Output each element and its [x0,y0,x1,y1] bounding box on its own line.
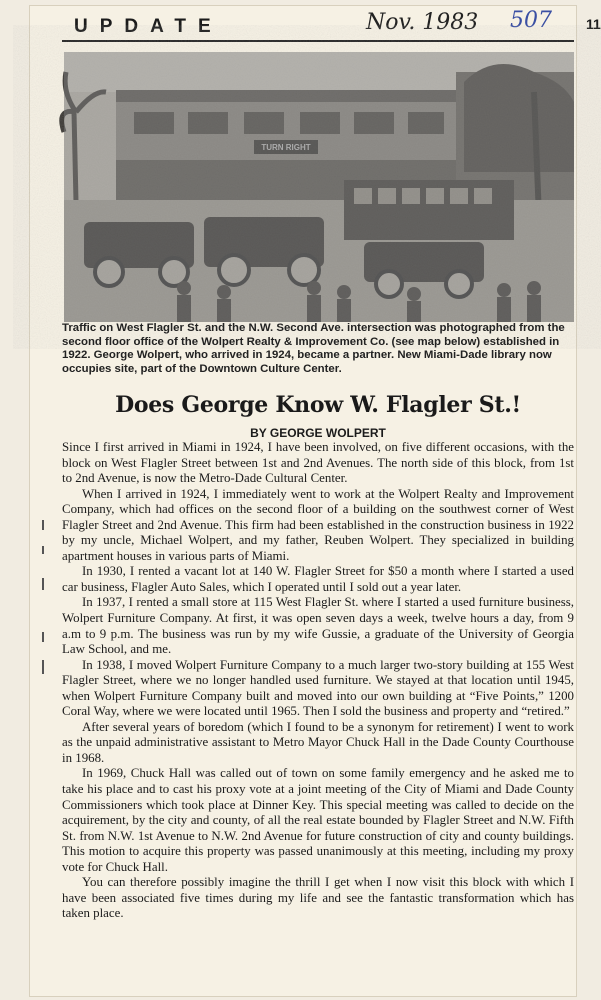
handwritten-date: Nov. 1983 [366,10,479,35]
article-paragraph: Since I first arrived in Miami in 1924, I have been involved, on five different occasions, with the block on West Flagler Street between 1st and 2nd Avenues. The north side of this block, from 1st to 2nd Avenue, is now the Metro-Dade Cultural Center. [62,440,574,486]
page-mark: 11 [586,16,601,32]
article-paragraph: You can therefore possibly imagine the thrill I get when I now visit this block with which I have been associated five times during my life and see the fantastic transformation which has taken place. [62,875,574,921]
article-byline: BY GEORGE WOLPERT [250,426,386,440]
photo-caption: Traffic on West Flagler St. and the N.W. Second Ave. intersection was photographed from the second floor office of the Wolpert Realty & Improvement Co. (see map below) established in 1922. George Wolpert, who arrived in 1924, became a partner. New Miami-Dade library now occupies site, part of the Downtown Culture Center. [62,322,565,375]
clipping-header [38,8,601,42]
article-paragraph: When I arrived in 1924, I immediately went to work at the Wolpert Realty and Improvement Company, which had offices on the second floor of a building on the southwest corner of West Flagler Street and 2nd Avenue. This firm had been established in the construction business in 1922 by my uncle, Michael Wolpert, and my father, Reuben Wolpert. They specialized in building apartment houses in various parts of Miami. [62,486,574,563]
article-headline: Does George Know W. Flagler St.! [115,392,521,418]
handwritten-ref-number: 507 [510,8,552,33]
article-paragraph: In 1938, I moved Wolpert Furniture Company to a much larger two-story building at 155 West Flagler Street, where we no longer handled used furniture. We stayed at that location until 1945, when Wolpert Furniture Company built and moved into our own building at “Five Points,” 1200 Coral Way, where we were located until 1965. Then I sold the business and property and “retired.” [62,657,574,719]
article-paragraph: After several years of boredom (which I found to be a synonym for retirement) I went to work as the unpaid administrative assistant to Metro Mayor Chuck Hall in the Dade County Courthouse in 1968. [62,719,574,765]
historic-street-photo [64,52,574,322]
bleed-through-marks [36,520,50,700]
article-paragraph: In 1930, I rented a vacant lot at 140 W. Flagler Street for $50 a month where I started a used car business, Flagler Auto Sales, which I operated until I sold out a year later. [62,564,574,594]
header-rule [62,40,574,42]
article-paragraph: In 1937, I rented a small store at 115 West Flagler St. where I started a used furniture business, Wolpert Furniture Company. At first, it was open seven days a week, twelve hours a day, from 9 a.m to 9 p.m. The business was run by my wife Gussie, a graduate of the University of Georgia Law School, and me. [62,595,574,657]
article-body [62,440,574,922]
section-title: UPDATE [74,16,223,37]
article-paragraph: In 1969, Chuck Hall was called out of town on some family emergency and he asked me to take his place and to cast his proxy vote at a joint meeting of the City of Miami and Dade County Commissioners which took place at Dinner Key. This special meeting was called to decide on the acquirement, by the city and county, of all the real estate bounded by Flagler Street and N.W. Fifth St. from N.W. 1st Avenue to N.W. 2nd Avenue for future construction of city and county buildings. This motion to acquire this property was passed unanimously at this meeting, including my proxy vote for Chuck Hall. [62,766,574,874]
